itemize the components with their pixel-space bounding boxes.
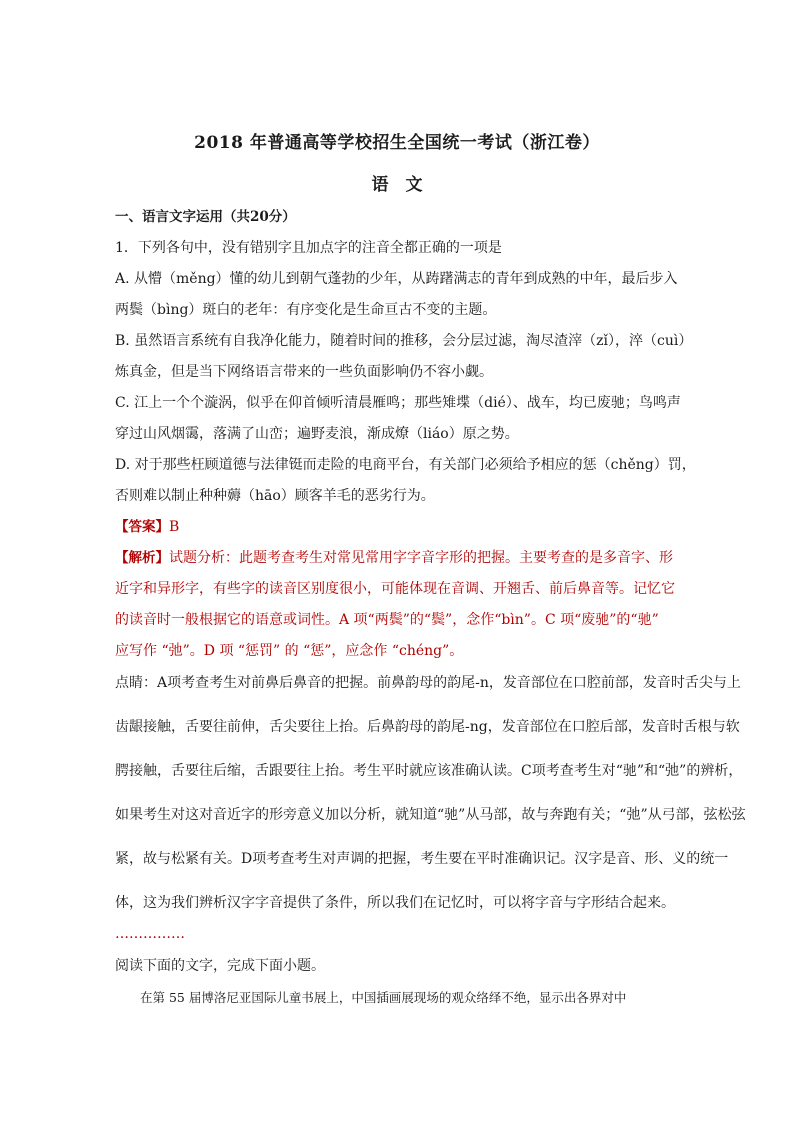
option-a-line2: 两鬓（bìng）斑白的老年：有序变化是生命亘古不变的主题。 xyxy=(115,302,497,318)
answer-label: 【答案】 xyxy=(115,519,169,535)
note-line-2: 齿龈接触，舌要往前伸，舌尖要往上抬。后鼻韵母的韵尾-ng，发音部位在口腔后部，发音时舌根与软 xyxy=(115,719,740,735)
note-line-1: 点睛：A项考查考生对前鼻后鼻音的把握。前鼻韵母的韵尾-n，发音部位在口腔前部，发音时舌尖与上 xyxy=(115,675,741,691)
exam-title: 2018 年普通高等学校招生全国统一考试（浙江卷） xyxy=(194,133,600,153)
subject-title: 语 文 xyxy=(371,175,423,195)
option-a-line1: A. 从懵（měng）懂的幼儿到朝气蓬勃的少年，从踌躇满志的青年到成熟的中年，最后步入 xyxy=(115,271,678,287)
section-heading: 一、语言文字运用（共20分） xyxy=(115,209,296,225)
answer-line xyxy=(115,518,179,536)
note-line-3: 腭接触，舌要往后缩，舌跟要往上抬。考生平时就应该准确认读。C项考查考生对“驰”和“弛”的辨析， xyxy=(115,763,743,779)
option-c-line1: C. 江上一个个漩涡，似乎在仰首倾听清晨雁鸣；那些雉堞（dié）、战车，均已废驰；鸟鸣声 xyxy=(115,395,681,411)
analysis-line-1 xyxy=(115,549,673,567)
option-d-line2: 否则难以制止种种薅（hāo）顾客羊毛的恶劣行为。 xyxy=(115,488,435,504)
option-c-line2: 穿过山风烟霭，落满了山峦；遍野麦浪，渐成燎（liáo）原之势。 xyxy=(115,426,519,442)
analysis-label: 【解析】 xyxy=(115,550,169,566)
analysis-line-3: 的读音时一般根据它的语意或词性。A 项“两鬓”的“鬓”，念作“bìn”。C 项“废驰”的“驰” xyxy=(115,612,659,628)
note-line-6: 体，这为我们辨析汉字字音提供了条件，所以我们在记忆时，可以将字音与字形结合起来。 xyxy=(115,895,675,911)
answer-value: B xyxy=(169,519,180,535)
note-line-4: 如果考生对这对音近字的形旁意义加以分析，就知道“驰”从马部，故与奔跑有关；“弛”从弓部，弦松弦 xyxy=(115,807,746,823)
option-b-line1: B. 虽然语言系统有自我净化能力，随着时间的推移，会分层过滤，淘尽渣滓（zǐ），淬（cuì） xyxy=(115,333,693,349)
option-d-line1: D. 对于那些枉顾道德与法律铤而走险的电商平台，有关部门必须给予相应的惩（chěng）罚， xyxy=(115,457,696,473)
option-b-line2: 炼真金，但是当下网络语言带来的一些负面影响仍不容小觑。 xyxy=(115,364,493,380)
analysis-line-2: 近字和异形字，有些字的读音区别度很小，可能体现在音调、开翘舌、前后鼻音等。记忆它 xyxy=(115,581,675,597)
passage-first-line: 在第 55 届博洛尼亚国际儿童书展上，中国插画展现场的观众络绎不绝，显示出各界对中 xyxy=(140,990,627,1005)
question-stem: 1．下列各句中，没有错别字且加点字的注音全都正确的一项是 xyxy=(115,240,502,256)
analysis-line-4: 应写作 “弛”。D 项 “惩罚” 的 “惩”，应念作 “chéng”。 xyxy=(115,643,464,659)
analysis-text-1: 试题分析：此题考查考生对常见常用字字音字形的把握。主要考查的是多音字、形 xyxy=(169,550,673,566)
reading-prompt: 阅读下面的文字，完成下面小题。 xyxy=(115,958,325,974)
ellipsis: …………… xyxy=(115,926,185,942)
note-line-5: 紧，故与松紧有关。D项考查考生对声调的把握，考生要在平时准确识记。汉字是音、形、义的统一 xyxy=(115,851,729,867)
